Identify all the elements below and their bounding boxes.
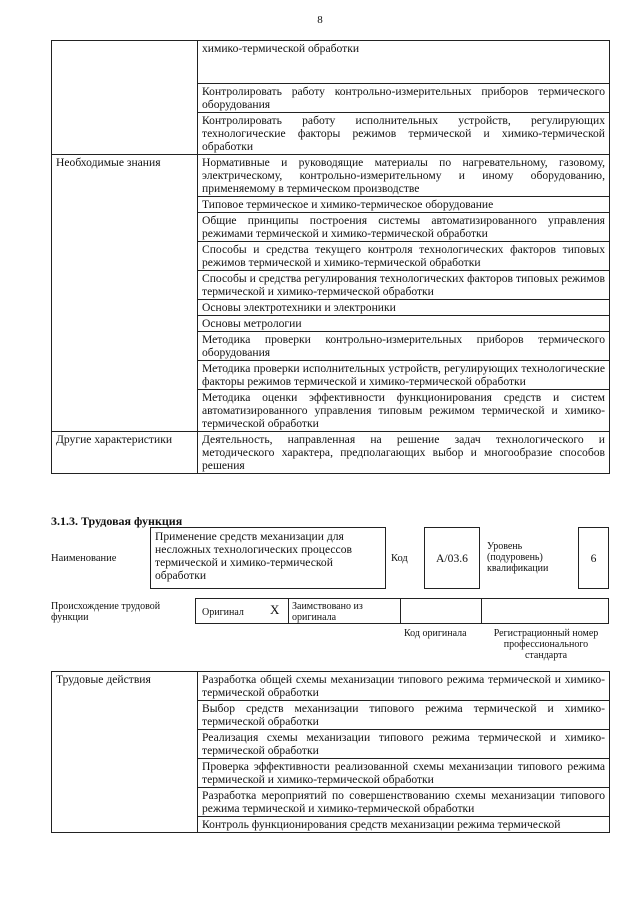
section-heading: 3.1.3. Трудовая функция [51,514,183,528]
table-cell: Методика оценки эффективности функционирования средств и систем автоматизированного управления типовым режимом термической и химико-термической обработки [198,390,610,432]
table-row [52,155,610,197]
table-cell: Разработка общей схемы механизации типового режима термической и химико-термической обработки [198,672,610,701]
table-cell: Контролировать работу исполнительных устройств, регулирующих технологические факторы режимов термической и химико-термической обработки [198,113,610,155]
original-label: Оригинал [202,607,244,618]
original-mark: X [270,602,280,617]
table-cell: Проверка эффективности реализованной схемы механизации типового режима термической и химико-термической обработки [198,759,610,788]
table-cell: Контролировать работу контрольно-измерительных приборов термического оборудования [198,84,610,113]
code-value-box: A/03.6 [424,527,480,589]
borrowed-label: Заимствовано из оригинала [292,601,363,623]
level-value-box: 6 [578,527,609,589]
row-label-knowledge: Необходимые знания [52,155,198,432]
table-row [52,41,610,84]
table-cell: Основы метрологии [198,316,610,332]
table-cell: Нормативные и руководящие материалы по нагревательному, газовому, электрическому, контрольно-измерительному и иному оборудованию, применяемому в термическом производстве [198,155,610,197]
table-cell: Методика проверки исполнительных устройств, регулирующих технологические факторы режимов термической и химико-термической обработки [198,361,610,390]
row-label [52,41,198,155]
labor-actions-table [51,671,610,833]
page-number: 8 [317,14,323,26]
table-cell: Методика проверки контрольно-измерительных приборов термического оборудования [198,332,610,361]
table-cell: Способы и средства текущего контроля технологических факторов типовых режимов термической и химико-термической обработки [198,242,610,271]
original-cell [196,599,289,623]
row-label-other: Другие характеристики [52,432,198,474]
table-cell: Общие принципы построения системы автоматизированного управления режимами термической и химико-термической обработки [198,213,610,242]
table-cell: Типовое термическое и химико-термическое оборудование [198,197,610,213]
table-row [52,672,610,701]
level-label: Уровень (подуровень) квалификации [487,541,549,574]
skills-knowledge-table [51,40,610,474]
table-cell: Реализация схемы механизации типового режима термической и химико-термической обработки [198,730,610,759]
code-original-label: Код оригинала [404,628,467,639]
table-cell: Основы электротехники и электроники [198,300,610,316]
row-label-actions: Трудовые действия [52,672,198,833]
function-name-box: Применение средств механизации для несложных технологических процессов термической и химико-термической обработки [150,527,386,589]
table-row [52,432,610,474]
code-label: Код [391,553,408,564]
code-original-cell [400,599,482,623]
table-cell: Контроль функционирования средств механизации режима термической [198,817,610,833]
table-cell: Разработка мероприятий по совершенствованию схемы механизации типового режима термической и химико-термической обработки [198,788,610,817]
table-cell: химико-термической обработки [198,41,610,84]
table-cell: Способы и средства регулирования технологических факторов типовых режимов термической и химико-термической обработки [198,271,610,300]
origin-row [195,598,609,624]
name-label: Наименование [51,553,117,564]
table-cell: Выбор средств механизации типового режима термической и химико-термической обработки [198,701,610,730]
reg-number-label: Регистрационный номер профессионального стандарта [493,628,599,661]
origin-label: Происхождение трудовой функции [51,601,161,623]
table-cell: Деятельность, направленная на решение задач технологического и методического характера, предполагающих выбор и многообразие способов решения [198,432,610,474]
